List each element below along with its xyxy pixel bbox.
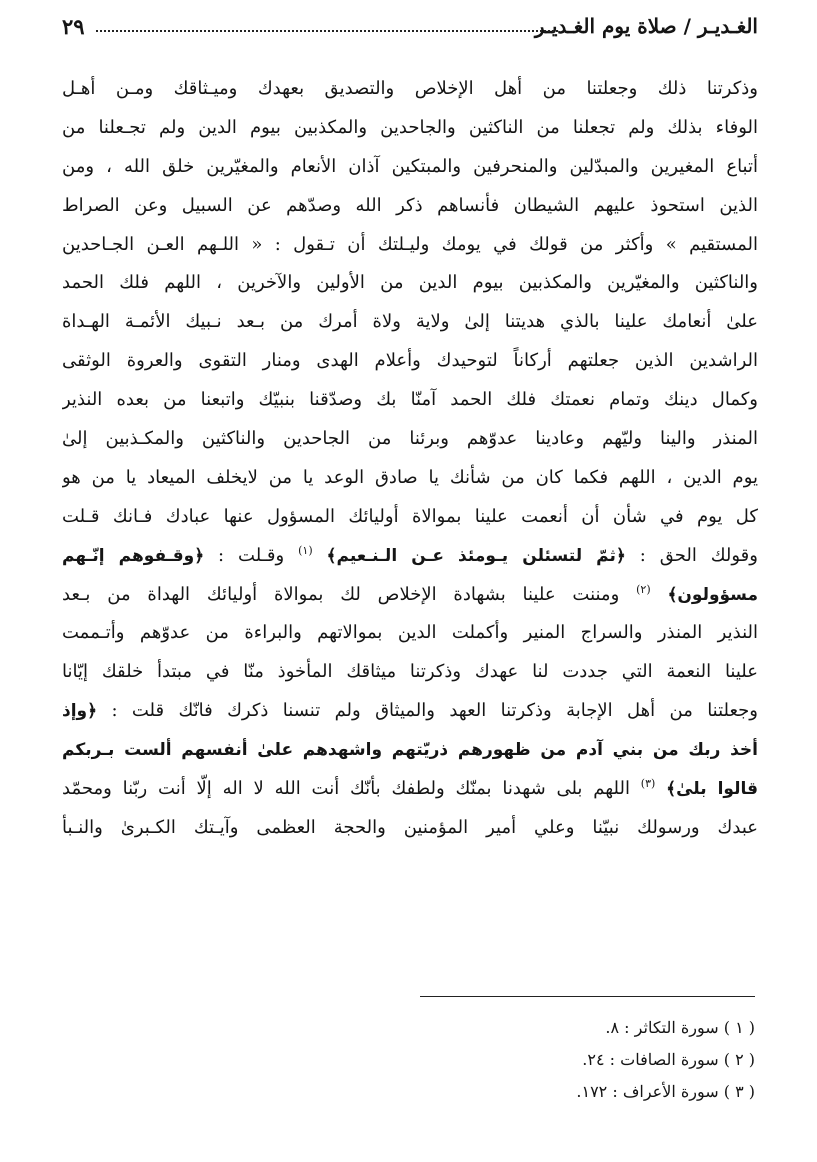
text-segment: ومننت علينا بشهادة الإخلاص لك بموالاة أوليائك الهداة من بـعد: [62, 583, 637, 605]
footnote-ref: (٣): [640, 777, 656, 791]
footnote: ( ٣ ) سورة الأعراف : ١٧٢.: [576, 1082, 755, 1101]
footnote: ( ١ ) سورة التكاثر : ٨.: [605, 1018, 755, 1037]
text-line: الراشدين الذين جعلتهم أركاناً لتوحيدك وأعلام الهدى ومنار التقوى والعروة الوثقى: [62, 350, 758, 372]
footnote: ( ٢ ) سورة الصافات : ٢٤.: [582, 1050, 755, 1069]
leader-dots: [96, 30, 558, 32]
footnote-separator: [420, 996, 755, 997]
text-line-quran-3: [62, 692, 758, 731]
text-segment: اللهم بلى شهدنا بمنّك ولطفك بأنّك أنت الله لا اله إلّا أنت ربّنا ومحمّد: [62, 778, 641, 800]
footnotes: [255, 1012, 755, 1108]
text-line: كل يوم في شأن أن أنعمت علينا بموالاة أوليائك المسؤول عنها عبادك فـانك قـلت: [62, 505, 758, 527]
quran-verse: قالوا بلىٰ﴾: [666, 779, 758, 800]
text-line: عبدك ورسولك نبيّنا وعلي أمير المؤمنين والحجة العظمى وآيـتك الكـبرىٰ والنـبأ: [62, 816, 758, 838]
text-line-quran-5: [62, 770, 758, 809]
quran-verse: مسؤولون﴾: [667, 584, 758, 605]
text-line: علينا النعمة التي جددت لنا عهدك وذكرتنا ميثاقك المأخوذ منّا في مبتدأ خلقك إيّانا: [62, 661, 758, 683]
text-line: المستقيم » وأكثر من قولك في يومك وليـلتك أن تـقول : « اللـهم العـن الجـاحدين: [62, 233, 758, 255]
text-line: علىٰ أنعامك علينا بالذي هديتنا إلىٰ ولاية ولاة أمرك من بـعد نـبيك الأئمـة الهـداة: [62, 311, 758, 333]
text-line: الذين استحوذ عليهم الشيطان فأنساهم ذكر الله وصدّهم عن السبيل وعن الصراط: [62, 194, 758, 216]
footnote-ref: (٢): [636, 582, 651, 596]
text-segment: وقـلت :: [204, 544, 299, 566]
text-segment: وقولك الحق :: [625, 544, 758, 566]
page-header: [62, 14, 758, 54]
quran-verse: ﴿ثمّ لتسئلن يـومئذ عـن الـنـعيم﴾: [326, 545, 626, 566]
text-line-quran-2: [62, 576, 758, 615]
text-line: أتباع المغيرين والمبدّلين والمنحرفين والمبتكين آذان الأنعام والمغيّرين خلق الله ، ومن: [62, 155, 758, 177]
text-line: النذير المنذر والسراج المنير وأكملت الدين بموالاتهم والبراءة من عدوّهم وأتـممت: [62, 622, 758, 644]
text-line: الوفاء بذلك ولم تجعلنا من الناكثين والجاحدين والمكذبين بيوم الدين ولم تجـعلنا من: [62, 116, 758, 138]
text-line: وذكرتنا ذلك وجعلتنا من أهل الإخلاص والتصديق بعهدك وميـثاقك ومـن أهـل: [62, 78, 758, 99]
page-number: ٢٩: [62, 14, 85, 39]
running-title: الغـديـر / صلاة يوم الغـديـر: [534, 14, 758, 38]
text-line: والناكثين والمغيّرين والمكذبين بيوم الدين من الأولين والآخرين ، اللهم فلك الحمد: [62, 272, 758, 294]
text-line-quran-4: [62, 731, 758, 770]
text-segment: وجعلتنا من أهل الإجابة وذكرتنا العهد والميثاق ولم تنسنا ذكرك فانّك قلت :: [97, 700, 758, 722]
text-line: يوم الدين ، اللهم فكما كان من شأنك يا صادق الوعد يا من لايخلف الميعاد يا من هو: [62, 466, 758, 488]
quran-verse: أخذ ربك من بني آدم من ظهورهم ذريّتهم واشهدهم علىٰ أنفسهم ألست بـربكم: [62, 740, 758, 761]
text-line: المنذر والينا وليّهم وعادينا عدوّهم وبرئنا من الجاحدين والناكثين والمكـذبين إلىٰ: [62, 428, 758, 450]
footnote-ref: (١): [298, 543, 313, 557]
text-line-quran-1: [62, 537, 758, 576]
quran-verse: ﴿وقـفوهم إنّـهم: [62, 545, 205, 566]
quran-verse: ﴿وإذ: [62, 701, 98, 722]
main-text: [62, 70, 758, 848]
text-line: وكمال دينك وتمام نعمتك فلك الحمد آمنّا بك وصدّقنا بنبيّك واتبعنا من بعده النذير: [62, 389, 758, 411]
